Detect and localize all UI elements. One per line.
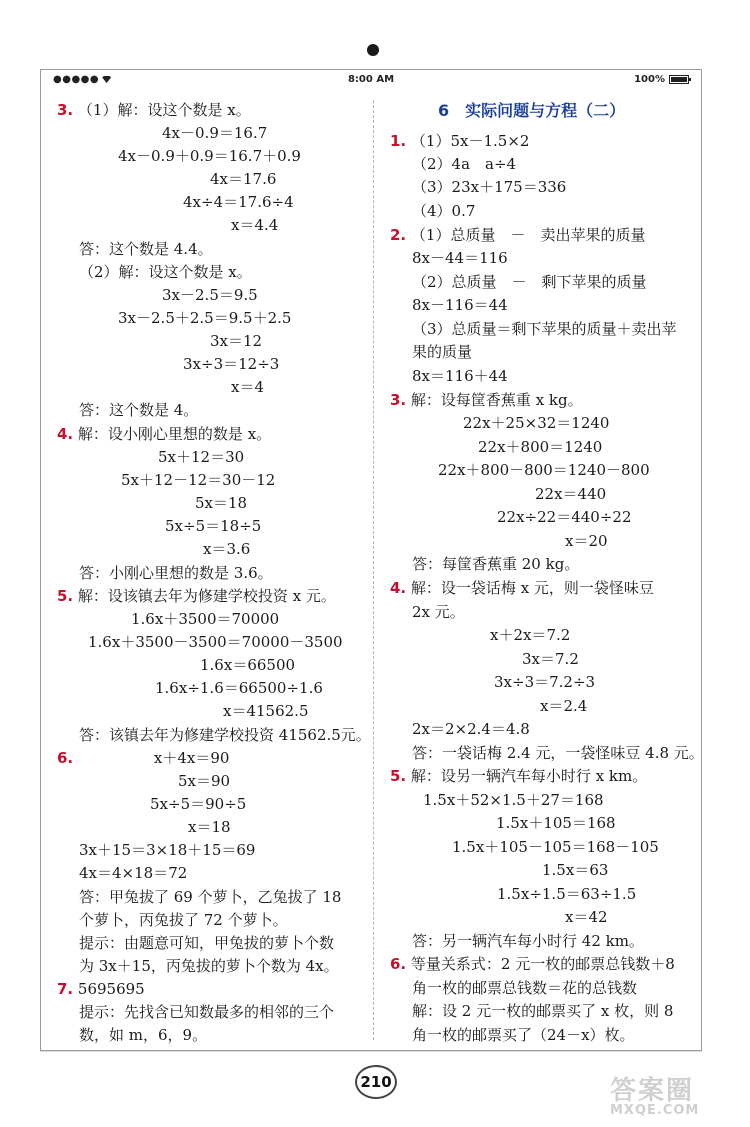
equation-line: x＋2x＝7.2 [490,626,571,644]
equation-line: 8x－44＝116 [412,249,508,267]
question-number: 6. [390,955,407,973]
equation-line: 1.5x÷1.5＝63÷1.5 [497,885,637,903]
answer-line: 果的质量 [412,343,473,361]
equation-line: 1.5x＋105－105＝168－105 [452,838,659,856]
signal-dots: ●●●●● [53,74,100,85]
answer-line: 6. 等量关系式：2 元一枚的邮票总钱数＋8 [390,955,675,973]
hint-line: 为 3x＋15，丙兔拔的萝卜个数为 4x。 [79,957,339,975]
column-divider [373,100,374,1040]
answer-line: （2）解：设这个数是 x。 [79,263,252,281]
equation-line: 3x＋15＝3×18＋15＝69 [79,841,256,859]
hint-line: 提示：先找含已知数最多的相邻的三个 [79,1003,335,1021]
equation-line: x＝2.4 [540,697,588,715]
question-number: 3. [57,101,74,119]
equation-line: 22x＋800＝1240 [478,438,603,456]
answer-line: 3. 解：设每筐香蕉重 x kg。 [390,391,583,409]
equation-line: x＝3.6 [203,540,251,558]
answer-line: 2. （1）总质量 － 卖出苹果的质量 [390,226,646,244]
equation-line: 2x＝2×2.4＝4.8 [412,720,530,738]
equation-line: 1.5x＋105＝168 [496,814,616,832]
answer-line: （4）0.7 [412,202,476,220]
equation-line: 4x＝4×18＝72 [79,864,188,882]
status-time: 8:00 AM [347,74,395,85]
equation-line: 4x－0.9＋0.9＝16.7＋0.9 [118,147,301,165]
equation-line: 3x÷3＝12÷3 [183,355,280,373]
equation-line: 5x＋12－12＝30－12 [121,471,276,489]
answer-line: 4. 解：设小刚心里想的数是 x。 [57,425,272,443]
equation-line: 3x÷3＝7.2÷3 [494,673,596,691]
answer-line: 答：小刚心里想的数是 3.6。 [79,564,273,582]
question-number: 5. [57,587,74,605]
page-number: 210 [355,1065,397,1099]
equation-line: 5x＝18 [195,494,248,512]
battery-icon [669,75,689,84]
answer-line: 角一枚的邮票总钱数＝花的总钱数 [412,979,638,997]
battery-indicator [634,74,689,85]
equation-line: 3x＝7.2 [522,650,579,668]
question-number: 4. [57,425,74,443]
equation-line: 1.6x＋3500＝70000 [131,610,280,628]
answer-line: （2）总质量 － 剩下苹果的质量 [412,273,647,291]
answer-line: 答：这个数是 4。 [79,401,199,419]
answer-line: 答：一袋话梅 2.4 元，一袋怪味豆 4.8 元。 [412,744,704,762]
equation-line: 1.6x＋3500－3500＝70000－3500 [88,633,343,651]
answer-line: 解：设 2 元一枚的邮票买了 x 枚，则 8 [412,1002,674,1020]
equation-line: x＝42 [565,908,608,926]
answer-line: 6. x＋4x＝90 [57,749,230,767]
equation-line: 4x＝17.6 [210,170,277,188]
answer-line: 7. 5695695 [57,980,145,998]
equation-line: 1.5x＝63 [542,861,609,879]
equation-line: 22x＝440 [535,485,607,503]
equation-line: x＝41562.5 [223,702,309,720]
question-number: 6. [57,749,74,767]
watermark-url: MXQE.COM [610,1103,700,1118]
answer-line: 角一枚的邮票买了（24－x）枚。 [412,1026,635,1044]
equation-line: 5x＝90 [178,772,231,790]
equation-line: 22x＋800－800＝1240－800 [438,461,650,479]
answer-line: 2x 元。 [412,603,465,621]
status-bar [41,70,701,90]
equation-line: 5x÷5＝18÷5 [165,517,262,535]
equation-line: 5x÷5＝90÷5 [150,795,247,813]
question-number: 7. [57,980,74,998]
equation-line: x＝4.4 [231,216,279,234]
answer-line: 5. 解：设该镇去年为修建学校投资 x 元。 [57,587,336,605]
answer-line: 3. （1）解：设这个数是 x。 [57,101,251,119]
question-number: 2. [390,226,407,244]
question-number: 4. [390,579,407,597]
watermark-text: 答案圈 [610,1076,695,1106]
equation-line: 4x－0.9＝16.7 [162,124,268,142]
answer-line: 答：另一辆汽车每小时行 42 km。 [412,932,644,950]
watermark-logo [610,1070,740,1120]
hint-line: 提示：由题意可知，甲兔拔的萝卜个数 [79,934,335,952]
answer-line: 答：这个数是 4.4。 [79,240,213,258]
equation-line: 3x＝12 [210,332,263,350]
equation-line: 5x＋12＝30 [158,448,245,466]
answer-line: 4. 解：设一袋话梅 x 元，则一袋怪味豆 [390,579,654,597]
question-number: 1. [390,132,407,150]
equation-line: 1.5x＋52×1.5＋27＝168 [423,791,604,809]
equation-line: x＝4 [231,378,265,396]
section-title: 6 实际问题与方程（二） [438,101,626,120]
answer-line: 5. 解：设另一辆汽车每小时行 x km。 [390,767,648,785]
equation-line: 4x÷4＝17.6÷4 [183,193,294,211]
answer-line: （3）23x＋175＝336 [412,178,567,196]
equation-line: 22x＋25×32＝1240 [463,414,610,432]
equation-line: 8x－116＝44 [412,296,508,314]
answer-line: 答：甲兔拔了 69 个萝卜，乙兔拔了 18 [79,888,342,906]
question-number: 5. [390,767,407,785]
equation-line: 1.6x＝66500 [200,656,296,674]
equation-line: 3x－2.5＋2.5＝9.5＋2.5 [118,309,292,327]
answer-line: （3）总质量＝剩下苹果的质量＋卖出苹 [412,320,677,338]
answer-line: 答：每筐香蕉重 20 kg。 [412,555,580,573]
battery-percent: 100% [634,74,665,85]
question-number: 3. [390,391,407,409]
answer-line: 答：该镇去年为修建学校投资 41562.5元。 [79,726,371,744]
footer-divider [40,1051,702,1052]
equation-line: x＝20 [565,532,608,550]
equation-line: 8x＝116＋44 [412,367,508,385]
equation-line: x＝18 [188,818,231,836]
answer-line: 个萝卜，丙兔拔了 72 个萝卜。 [79,911,288,929]
camera-dot [367,44,379,56]
answer-line: 1. （1）5x－1.5×2 [390,132,530,150]
equation-line: 3x－2.5＝9.5 [162,286,258,304]
answer-line: （2）4a a÷4 [412,155,517,173]
equation-line: 1.6x÷1.6＝66500÷1.6 [155,679,323,697]
hint-line: 数，如 m，6，9。 [79,1026,208,1044]
equation-line: 22x÷22＝440÷22 [497,508,632,526]
